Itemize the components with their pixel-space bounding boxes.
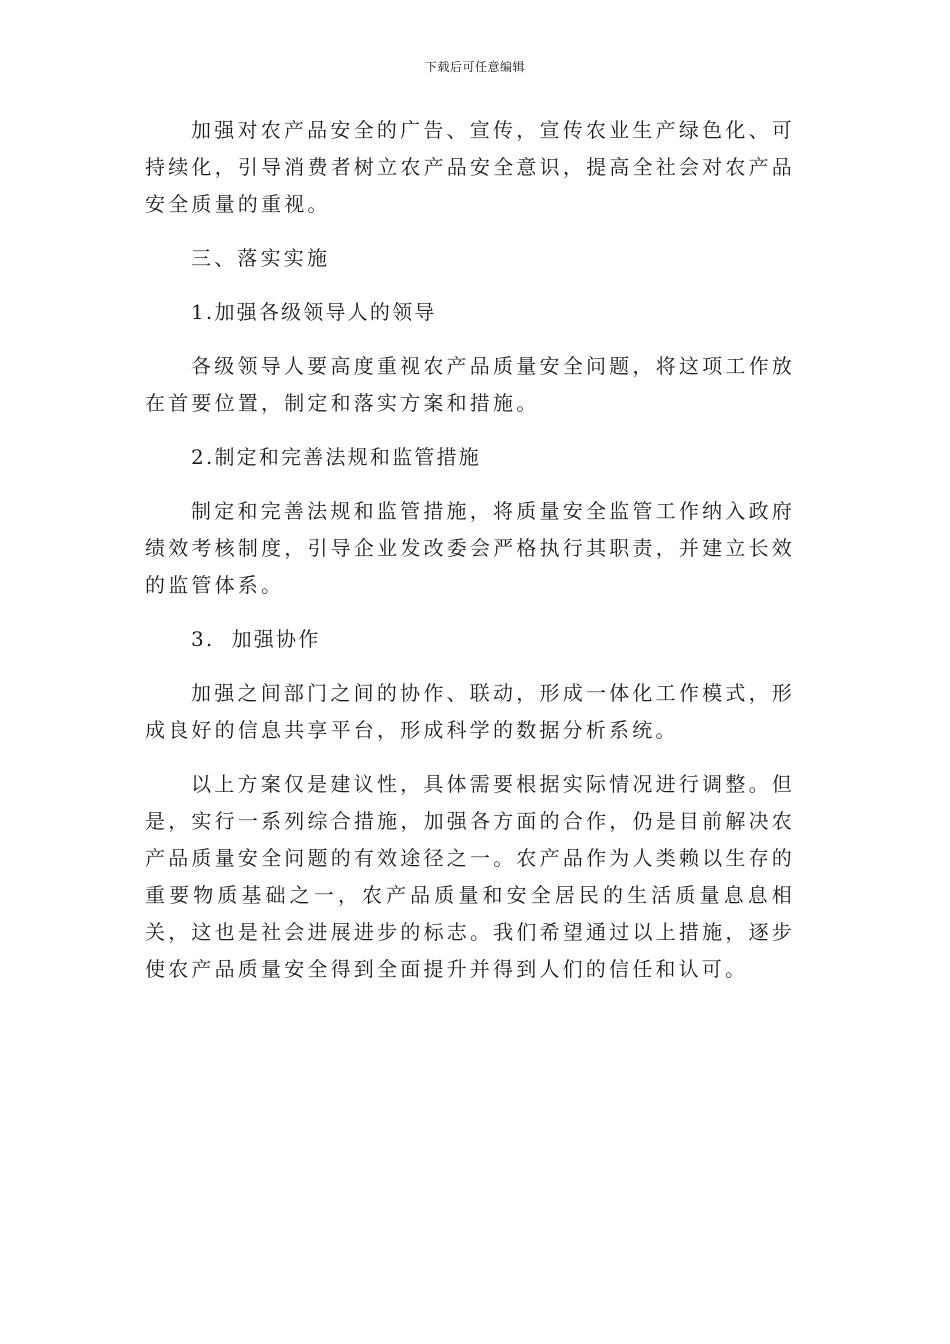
page-header: 下载后可任意编辑 [424, 60, 525, 74]
subheading-regulations: 2.制定和完善法规和监管措施 [191, 445, 481, 469]
document-body [145, 112, 795, 1005]
paragraph-publicity: 加强对农产品安全的广告、宣传，宣传农业生产绿色化、可持续化，引导消费者树立农产品安全意识，提高全社会对农产品安全质量的重视。 [145, 118, 795, 216]
paragraph-leadership: 各级领导人要高度重视农产品质量安全问题，将这项工作放在首要位置，制定和落实方案和措施。 [145, 354, 795, 415]
paragraph-regulations: 制定和完善法规和监管措施，将质量安全监管工作纳入政府绩效考核制度，引导企业发改委会严格执行其职责，并建立长效的监管体系。 [145, 499, 795, 597]
paragraph-conclusion: 以上方案仅是建议性，具体需要根据实际情况进行调整。但是，实行一系列综合措施，加强各方面的合作，仍是目前解决农产品质量安全问题的有效途径之一。农产品作为人类赖以生存的重要物质基础之一，农产品质量和安全居民的生活质量息息相关，这也是社会进展进步的标志。我们希望通过以上措施，逐步使农产品质量安全得到全面提升并得到人们的信任和认可。 [145, 772, 795, 981]
section-heading-implementation: 三、落实实施 [191, 246, 331, 270]
subheading-cooperation: 3. 加强协作 [191, 627, 321, 651]
paragraph-cooperation: 加强之间部门之间的协作、联动，形成一体化工作模式，形成良好的信息共享平台，形成科学的数据分析系统。 [145, 681, 795, 742]
subheading-leadership: 1.加强各级领导人的领导 [191, 300, 437, 324]
